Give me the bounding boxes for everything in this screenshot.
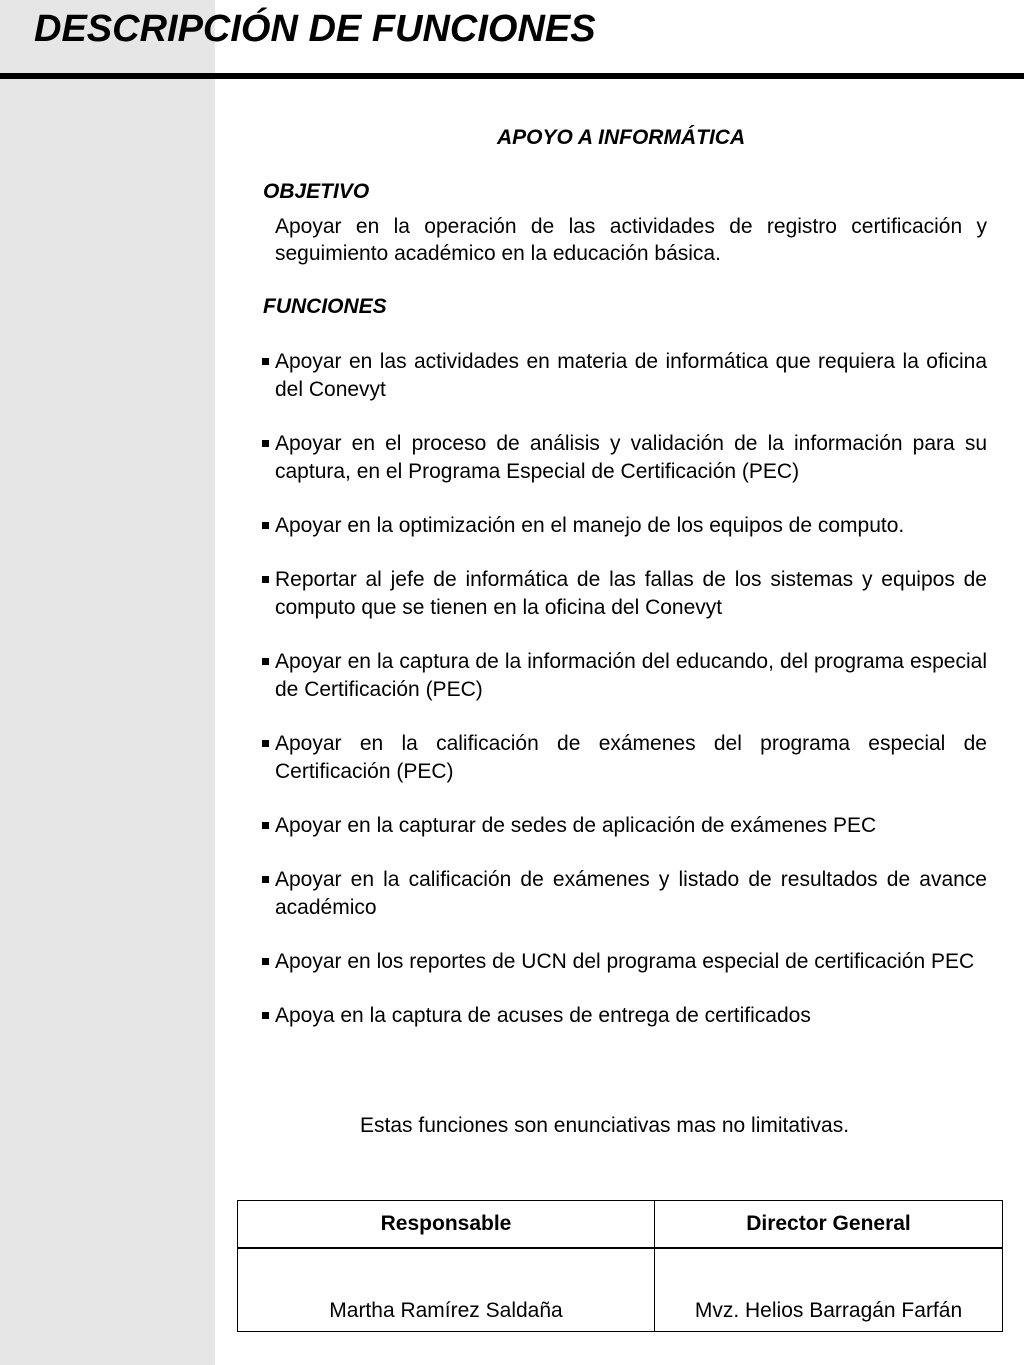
objective-heading: OBJETIVO xyxy=(263,180,370,203)
function-item xyxy=(262,866,987,922)
signature-table xyxy=(237,1200,1003,1332)
function-item-text: Apoyar en el proceso de análisis y validación de la información para su captura, en el Programa Especial de Certificación (PEC) xyxy=(275,432,987,483)
function-item xyxy=(262,566,987,622)
function-item-text: Apoyar en la calificación de exámenes del programa especial de Certificación (PEC) xyxy=(275,732,987,783)
function-item-text: Apoyar en la optimización en el manejo de los equipos de computo. xyxy=(275,514,905,537)
function-item xyxy=(262,430,987,486)
square-bullet-icon xyxy=(262,876,269,883)
function-item xyxy=(262,512,987,540)
square-bullet-icon xyxy=(262,576,269,583)
title-divider xyxy=(0,73,1024,79)
page-title: DESCRIPCIÓN DE FUNCIONES xyxy=(34,8,596,50)
square-bullet-icon xyxy=(262,358,269,365)
director-name: Mvz. Helios Barragán Farfán xyxy=(655,1248,1003,1332)
functions-list xyxy=(262,348,987,1056)
square-bullet-icon xyxy=(262,958,269,965)
gray-sidebar-band xyxy=(0,0,215,1365)
director-label: Director General xyxy=(655,1201,1003,1249)
function-item xyxy=(262,348,987,404)
square-bullet-icon xyxy=(262,822,269,829)
signature-header-row xyxy=(238,1201,1003,1249)
function-item xyxy=(262,948,987,976)
square-bullet-icon xyxy=(262,1012,269,1019)
square-bullet-icon xyxy=(262,740,269,747)
responsible-name: Martha Ramírez Saldaña xyxy=(238,1248,655,1332)
function-item-text: Apoyar en la calificación de exámenes y listado de resultados de avance académico xyxy=(275,868,987,919)
function-item xyxy=(262,648,987,704)
square-bullet-icon xyxy=(262,522,269,529)
signature-name-row xyxy=(238,1248,1003,1332)
function-item xyxy=(262,812,987,840)
closing-note: Estas funciones son enunciativas mas no limitativas. xyxy=(360,1114,850,1137)
function-item-text: Apoyar en la captura de la información del educando, del programa especial de Certificación (PEC) xyxy=(275,650,987,701)
function-item-text: Apoya en la captura de acuses de entrega de certificados xyxy=(275,1004,811,1027)
function-item-text: Reportar al jefe de informática de las fallas de los sistemas y equipos de computo que se tienen en la oficina del Conevyt xyxy=(275,568,987,619)
function-item xyxy=(262,1002,987,1030)
objective-text: Apoyar en la operación de las actividades de registro certificación y seguimiento académico en la educación básica. xyxy=(275,215,987,265)
responsible-label: Responsable xyxy=(238,1201,655,1249)
function-item-text: Apoyar en las actividades en materia de informática que requiera la oficina del Conevyt xyxy=(275,350,987,401)
function-item-text: Apoyar en la capturar de sedes de aplicación de exámenes PEC xyxy=(275,814,877,837)
function-item xyxy=(262,730,987,786)
function-item-text: Apoyar en los reportes de UCN del programa especial de certificación PEC xyxy=(275,950,975,973)
square-bullet-icon xyxy=(262,440,269,447)
square-bullet-icon xyxy=(262,658,269,665)
functions-heading: FUNCIONES xyxy=(263,295,387,318)
position-title: APOYO A INFORMÁTICA xyxy=(497,126,746,149)
